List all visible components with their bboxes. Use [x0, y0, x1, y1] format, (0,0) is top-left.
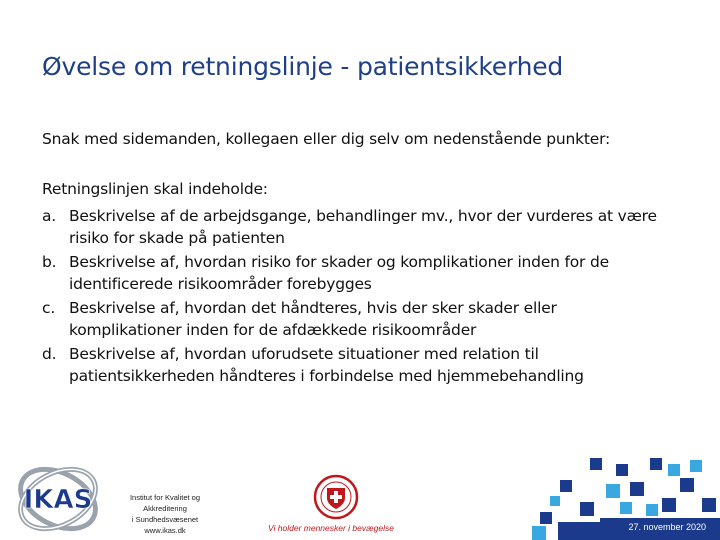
requirements-list	[42, 205, 662, 389]
institute-info	[110, 492, 220, 536]
list-item	[42, 251, 662, 295]
list-item-letter: b.	[42, 253, 57, 271]
list-item-text: Beskrivelse af, hvordan uforudsete situationer med relation til patientsikkerheden håndteres i forbindelse med hjemmebehandling	[69, 345, 584, 385]
intro-text: Snak med sidemanden, kollegaen eller dig selv om nedenstående punkter:	[42, 130, 611, 148]
list-heading: Retningslinjen skal indeholde:	[42, 180, 268, 198]
ikas-logo	[12, 466, 104, 532]
list-item	[42, 343, 662, 387]
slide-date: 27. november 2020	[628, 522, 706, 532]
list-item-letter: d.	[42, 345, 57, 363]
slide-title: Øvelse om retningslinje - patientsikkerhed	[42, 52, 564, 81]
institute-name: Institut for Kvalitet og Akkreditering	[129, 493, 201, 513]
list-item-letter: a.	[42, 207, 57, 225]
list-item-text: Beskrivelse af de arbejdsgange, behandlinger mv., hvor der vurderes at være risiko for skade på patienten	[69, 207, 657, 247]
hospital-seal-icon	[313, 474, 359, 520]
list-item-text: Beskrivelse af, hvordan risiko for skader og komplikationer inden for de identificerede risikoområder forebygges	[69, 253, 609, 293]
institute-subname: i Sundhedsvæsenet	[131, 515, 199, 524]
list-item-letter: c.	[42, 299, 56, 317]
ikas-logo-text: IKAS	[23, 485, 93, 515]
list-item-text: Beskrivelse af, hvordan det håndteres, hvis der sker skader eller komplikationer inden for de afdækkede risikoområder	[69, 299, 557, 339]
hospital-tagline: Vi holder mennesker i bevægelse	[268, 523, 394, 533]
list-item	[42, 297, 662, 341]
institute-website: www.ikas.dk	[144, 526, 186, 535]
list-item	[42, 205, 662, 249]
